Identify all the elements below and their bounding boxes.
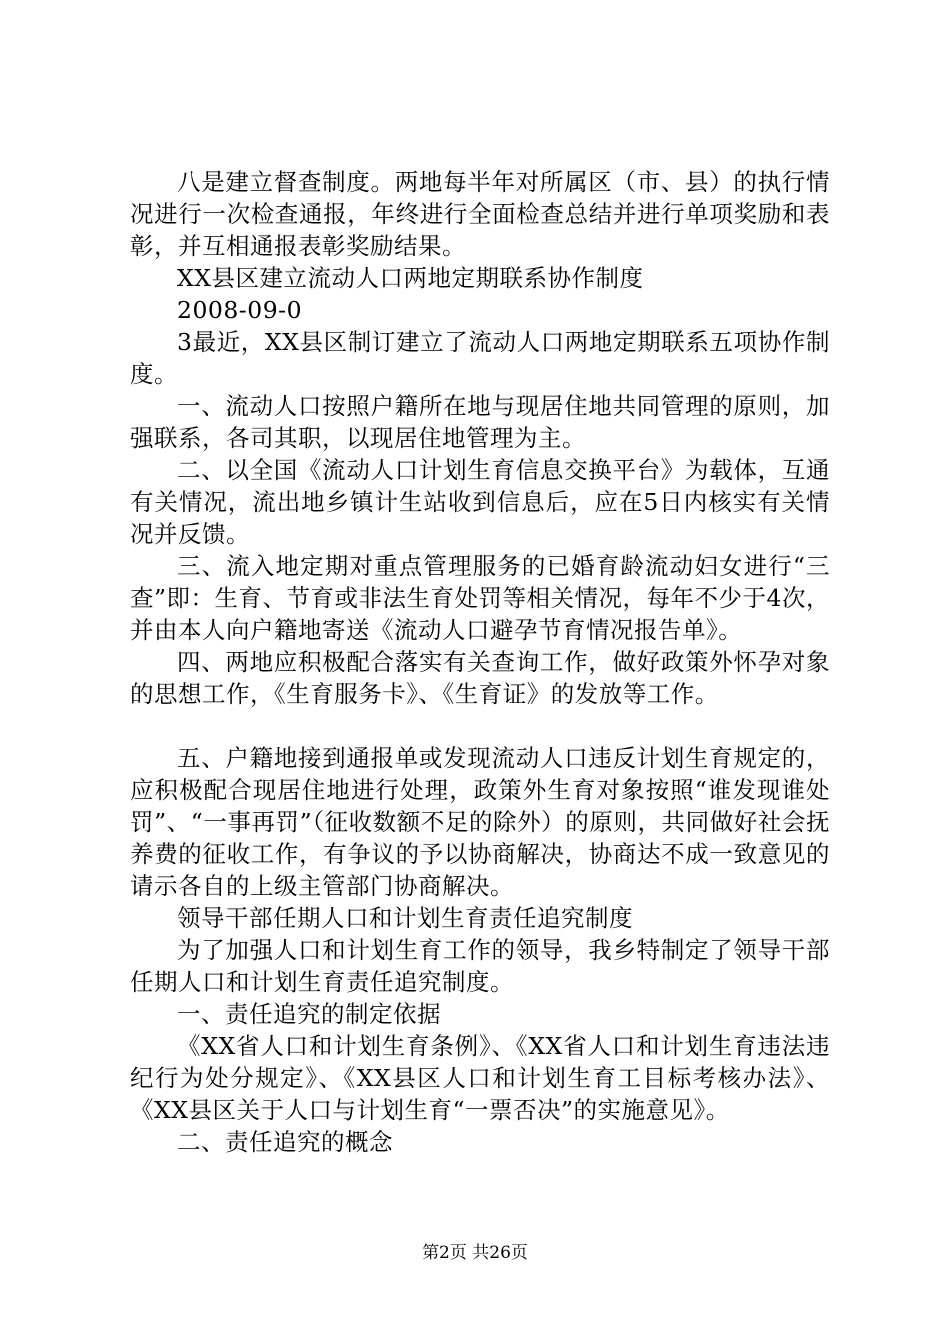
paragraph-basis-list: 《XX省人口和计划生育条例》、《XX省人口和计划生育违法违纪行为处分规定》、《XX县区人口和计划生育工目标考核办法》、《XX县区关于人口与计划生育“一票否决”的实施意见》。 bbox=[130, 1032, 830, 1124]
page-footer bbox=[0, 1238, 950, 1263]
paragraph-item-4: 四、两地应积极配合落实有关查询工作，做好政策外怀孕对象的思想工作，《生育服务卡》、《生育证》的发放等工作。 bbox=[130, 648, 830, 708]
paragraph-date: 2008-09-0 bbox=[177, 296, 303, 324]
paragraph-section-concept: 二、责任追究的概念 bbox=[177, 1128, 393, 1156]
paragraph-item-2: 二、以全国《流动人口计划生育信息交换平台》为载体，互通有关情况，流出地乡镇计生站收到信息后，应在5日内核实有关情况并反馈。 bbox=[130, 456, 830, 548]
paragraph-section-basis: 一、责任追究的制定依据 bbox=[177, 1000, 441, 1028]
paragraph-heading-accountability: 领导干部任期人口和计划生育责任追究制度 bbox=[177, 904, 633, 932]
document-body bbox=[130, 166, 830, 1158]
page-number: 第2页 bbox=[422, 1243, 467, 1263]
paragraph-heading-county-system: XX县区建立流动人口两地定期联系协作制度 bbox=[177, 264, 644, 292]
paragraph-intro: 3最近，XX县区制订建立了流动人口两地定期联系五项协作制度。 bbox=[130, 328, 830, 388]
page-total: 共26页 bbox=[472, 1243, 528, 1263]
paragraph-item-3: 三、流入地定期对重点管理服务的已婚育龄流动妇女进行“三查”即：生育、节育或非法生育处罚等相关情况，每年不少于4次，并由本人向户籍地寄送《流动人口避孕节育情况报告单》。 bbox=[130, 552, 830, 644]
paragraph-item-5: 五、户籍地接到通报单或发现流动人口违反计划生育规定的，应积极配合现居住地进行处理，政策外生育对象按照“谁发现谁处罚”、“一事再罚”（征收数额不足的除外）的原则，共同做好社会抚养费的征收工作，有争议的予以协商解决，协商达不成一致意见的请示各自的上级主管部门协商解决。 bbox=[130, 744, 830, 900]
paragraph-item-1: 一、流动人口按照户籍所在地与现居住地共同管理的原则，加强联系，各司其职，以现居住地管理为主。 bbox=[130, 392, 830, 452]
paragraph-accountability-intro: 为了加强人口和计划生育工作的领导，我乡特制定了领导干部任期人口和计划生育责任追究制度。 bbox=[130, 936, 830, 996]
paragraph-supervision: 八是建立督查制度。两地每半年对所属区（市、县）的执行情况进行一次检查通报，年终进行全面检查总结并进行单项奖励和表彰，并互相通报表彰奖励结果。 bbox=[130, 168, 830, 260]
